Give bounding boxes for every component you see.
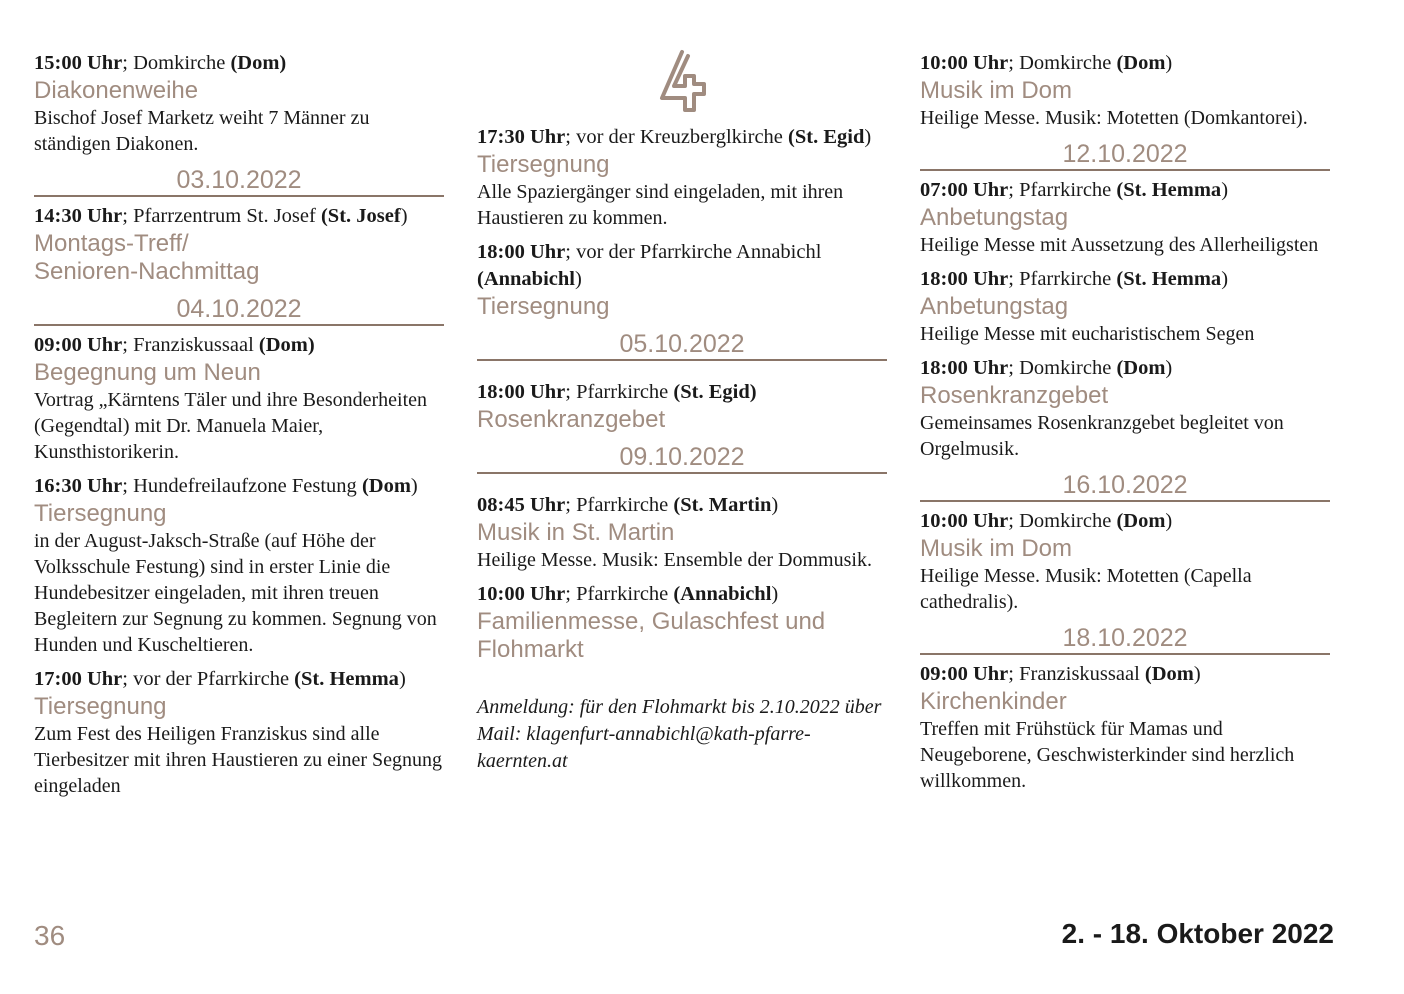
event-kirchenkinder: 09:00 Uhr; Franziskussaal (Dom) Kirchenkinder Treffen mit Frühstück für Mamas und Neugeborene, Geschwisterkinder sind herzlich willkommen. <box>920 661 1330 794</box>
cross-icon <box>477 48 887 124</box>
event-place: ; vor der Pfarrkirche Annabichl <box>565 241 822 263</box>
event-place: ; Domkirche <box>122 52 231 74</box>
event-time: 08:45 Uhr <box>477 494 566 516</box>
event-place: ; Franziskussaal <box>1008 663 1145 685</box>
date-heading: 04.10.2022 <box>34 294 444 326</box>
event-parish: St. Josef <box>327 205 401 227</box>
event-description: Bischof Josef Marketz weiht 7 Männer zu ständigen Diakonen. <box>34 107 370 155</box>
event-place: ; Domkirche <box>1008 52 1117 74</box>
event-place: ; Pfarrkirche <box>1008 179 1117 201</box>
event-parish: St. Hemma <box>1123 268 1222 290</box>
date-heading: 18.10.2022 <box>920 623 1330 655</box>
stylized-4-cross-icon <box>652 48 712 114</box>
date-heading: 12.10.2022 <box>920 139 1330 171</box>
event-parish: Annabichl <box>680 583 772 605</box>
event-time: 18:00 Uhr <box>477 241 566 263</box>
event-description: Alle Spaziergänger sind eingeladen, mit ihren Haustieren zu kommen. <box>477 181 844 229</box>
event-familienmesse: 10:00 Uhr; Pfarrkirche (Annabichl) Familienmesse, Gulaschfest und Flohmarkt <box>477 581 887 664</box>
event-time: 17:00 Uhr <box>34 668 123 690</box>
event-parish: St. Martin <box>680 494 772 516</box>
event-parish: Dom <box>1151 663 1194 685</box>
event-description: Vortrag „Kärntens Täler und ihre Besonderheiten (Gegendtal) mit Dr. Manuela Maier, Kunsthistorikerin. <box>34 389 428 463</box>
event-diakonenweihe: 15:00 Uhr; Domkirche (Dom) Diakonenweihe Bischof Josef Marketz weiht 7 Männer zu ständigen Diakonen. <box>34 50 444 157</box>
event-title: Familienmesse, Gulaschfest und Flohmarkt <box>477 608 826 663</box>
event-description: Heilige Messe. Musik: Ensemble der Dommusik. <box>477 549 872 571</box>
event-parish: St. Egid <box>680 381 750 403</box>
event-time: 18:00 Uhr <box>477 381 566 403</box>
event-description: Zum Fest des Heiligen Franziskus sind alle Tierbesitzer mit ihren Haustieren zu einer Segnung eingeladen <box>34 723 443 797</box>
date-range-title: 2. - 18. Oktober 2022 <box>1061 918 1334 949</box>
date-heading: 16.10.2022 <box>920 470 1330 502</box>
event-title: Musik im Dom <box>920 535 1073 562</box>
date-heading: 03.10.2022 <box>34 165 444 197</box>
event-parish: St. Egid <box>794 126 865 148</box>
event-tiersegnung-annabichl: 18:00 Uhr; vor der Pfarrkirche Annabichl (Annabichl) Tiersegnung <box>477 239 887 321</box>
column-right <box>920 50 1330 802</box>
event-place: ; Pfarrkirche <box>565 381 674 403</box>
event-title: Musik in St. Martin <box>477 519 675 546</box>
event-parish: Dom <box>237 52 280 74</box>
event-parish: Dom <box>265 334 308 356</box>
event-title: Anbetungstag <box>920 293 1069 320</box>
event-time: 09:00 Uhr <box>34 334 123 356</box>
event-time: 10:00 Uhr <box>477 583 566 605</box>
event-parish: St. Hemma <box>1123 179 1222 201</box>
event-parish: St. Hemma <box>301 668 399 690</box>
registration-note: Anmeldung: für den Flohmarkt bis 2.10.2022 über Mail: klagenfurt-annabichl@kath-pfarre-kaernten.at <box>477 696 882 772</box>
event-time: 18:00 Uhr <box>920 357 1009 379</box>
event-time: 07:00 Uhr <box>920 179 1009 201</box>
event-title: Tiersegnung <box>477 151 610 178</box>
event-place: ; Hundefreilaufzone Festung <box>122 475 362 497</box>
date-heading: 05.10.2022 <box>477 329 887 361</box>
event-tiersegnung-egid: 17:30 Uhr; vor der Kreuzberglkirche (St. Egid) Tiersegnung Alle Spaziergänger sind eingeladen, mit ihren Haustieren zu kommen. <box>477 124 887 231</box>
event-montags-treff: 14:30 Uhr; Pfarrzentrum St. Josef (St. Josef) Montags-Treff/ Senioren-Nachmittag <box>34 203 444 286</box>
event-tiersegnung-festung: 16:30 Uhr; Hundefreilaufzone Festung (Dom) Tiersegnung in der August-Jaksch-Straße (auf Höhe der Volksschule Festung) sind in erster Linie die Hundebesitzer eingeladen, mit ihren treuen Begleitern zur Segnung zu kommen. Segnung von Hunden und Kuscheltieren. <box>34 473 444 658</box>
event-anbetungstag-2: 18:00 Uhr; Pfarrkirche (St. Hemma) Anbetungstag Heilige Messe mit eucharistischem Segen <box>920 266 1330 347</box>
event-place: ; Domkirche <box>1008 510 1117 532</box>
event-time: 10:00 Uhr <box>920 510 1009 532</box>
event-title: Begegnung um Neun <box>34 359 261 386</box>
event-title: Diakonenweihe <box>34 77 199 104</box>
event-place: ; vor der Kreuzberglkirche <box>565 126 789 148</box>
event-description: Heilige Messe. Musik: Motetten (Capella cathedralis). <box>920 565 1252 613</box>
event-title: Rosenkranzgebet <box>920 382 1109 409</box>
event-title: Musik im Dom <box>920 77 1073 104</box>
event-time: 10:00 Uhr <box>920 52 1009 74</box>
event-musik-dom-2: 10:00 Uhr; Domkirche (Dom) Musik im Dom Heilige Messe. Musik: Motetten (Capella cathedralis). <box>920 508 1330 615</box>
event-description: in der August-Jaksch-Straße (auf Höhe der Volksschule Festung) sind in erster Linie die Hundebesitzer eingeladen, mit ihren treuen Begleitern zur Segnung zu kommen. Segnung von Hunden und Kuscheltieren. <box>34 530 437 656</box>
event-time: 17:30 Uhr <box>477 126 566 148</box>
event-tiersegnung-hemma: 17:00 Uhr; vor der Pfarrkirche (St. Hemma) Tiersegnung Zum Fest des Heiligen Franziskus sind alle Tierbesitzer mit ihren Haustieren zu einer Segnung eingeladen <box>34 668 443 797</box>
event-title: Tiersegnung <box>34 693 167 720</box>
event-musik-martin: 08:45 Uhr; Pfarrkirche (St. Martin) Musik in St. Martin Heilige Messe. Musik: Ensemble der Dommusik. <box>477 492 887 573</box>
event-parish: Dom <box>1123 510 1166 532</box>
event-place: ; Pfarrkirche <box>1008 268 1117 290</box>
event-place: ; Pfarrzentrum St. Josef <box>122 205 321 227</box>
event-rosenkranz-egid: 18:00 Uhr; Pfarrkirche (St. Egid) Rosenkranzgebet <box>477 379 887 434</box>
column-left <box>34 50 444 807</box>
event-parish: Dom <box>1123 357 1166 379</box>
event-place: ; Pfarrkirche <box>565 494 674 516</box>
event-time: 18:00 Uhr <box>920 268 1009 290</box>
event-description: Heilige Messe mit eucharistischem Segen <box>920 323 1255 345</box>
event-title: Tiersegnung <box>34 500 167 527</box>
event-time: 14:30 Uhr <box>34 205 123 227</box>
event-description: Gemeinsames Rosenkranzgebet begleitet von Orgelmusik. <box>920 412 1284 460</box>
event-anbetungstag-1: 07:00 Uhr; Pfarrkirche (St. Hemma) Anbetungstag Heilige Messe mit Aussetzung des Allerheiligsten <box>920 177 1330 258</box>
event-place: ; vor der Pfarrkirche <box>122 668 295 690</box>
event-title: Kirchenkinder <box>920 688 1067 715</box>
event-title: Anbetungstag <box>920 204 1069 231</box>
event-parish: Dom <box>368 475 411 497</box>
event-rosenkranz-dom: 18:00 Uhr; Domkirche (Dom) Rosenkranzgebet Gemeinsames Rosenkranzgebet begleitet von Orgelmusik. <box>920 355 1330 462</box>
date-heading: 09.10.2022 <box>477 442 887 474</box>
page-number: 36 <box>34 920 66 951</box>
event-musik-dom-1: 10:00 Uhr; Domkirche (Dom) Musik im Dom Heilige Messe. Musik: Motetten (Domkantorei). <box>920 50 1330 131</box>
event-parish: Annabichl <box>483 268 575 290</box>
column-middle <box>477 48 887 775</box>
event-place: ; Domkirche <box>1008 357 1117 379</box>
event-title: Montags-Treff/ Senioren-Nachmittag <box>34 230 260 285</box>
event-description: Heilige Messe. Musik: Motetten (Domkantorei). <box>920 107 1308 129</box>
event-time: 09:00 Uhr <box>920 663 1009 685</box>
event-place: ; Franziskussaal <box>122 334 259 356</box>
event-time: 15:00 Uhr <box>34 52 123 74</box>
event-title: Rosenkranzgebet <box>477 406 666 433</box>
event-parish: Dom <box>1123 52 1166 74</box>
event-place: ; Pfarrkirche <box>565 583 674 605</box>
event-title: Tiersegnung <box>477 293 610 320</box>
event-begegnung: 09:00 Uhr; Franziskussaal (Dom) Begegnung um Neun Vortrag „Kärntens Täler und ihre Besonderheiten (Gegendtal) mit Dr. Manuela Maier, Kunsthistorikerin. <box>34 332 444 465</box>
event-description: Heilige Messe mit Aussetzung des Allerheiligsten <box>920 234 1319 256</box>
event-description: Treffen mit Frühstück für Mamas und Neugeborene, Geschwisterkinder sind herzlich willkommen. <box>920 718 1295 792</box>
event-time: 16:30 Uhr <box>34 475 123 497</box>
